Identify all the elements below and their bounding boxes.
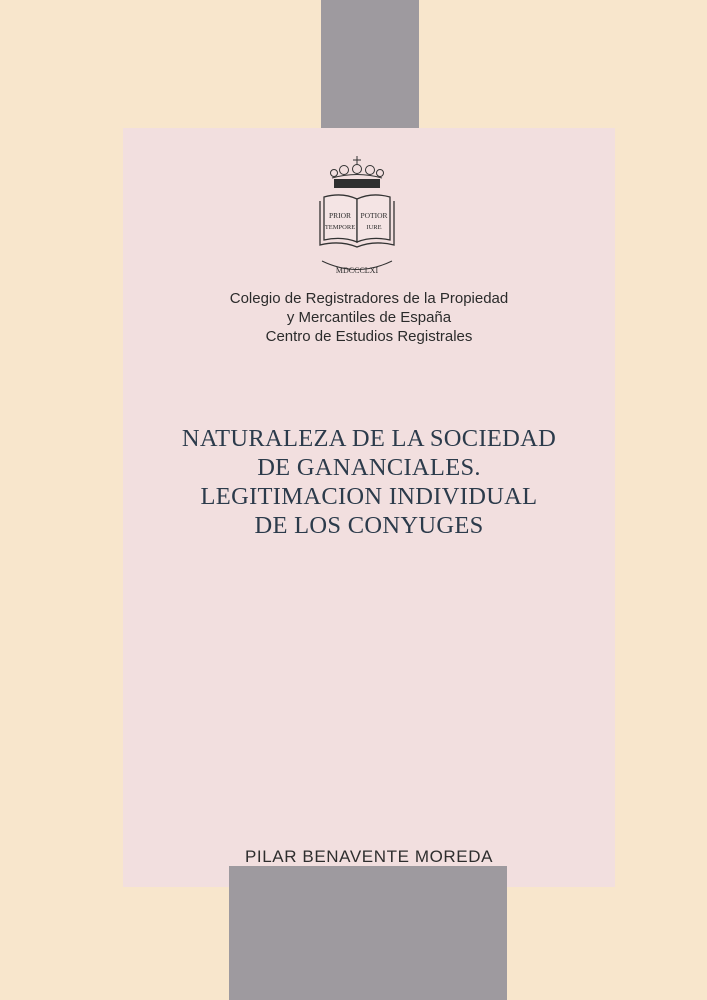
- book-left-top-text: PRIOR: [328, 211, 352, 220]
- book-right-bottom-text: IURE: [366, 224, 382, 231]
- book-right-top-text: POTIOR: [360, 211, 388, 220]
- top-decorative-band: [321, 0, 419, 148]
- registrars-emblem-icon: [312, 154, 402, 279]
- book-title: [123, 424, 615, 540]
- bottom-decorative-band: [229, 866, 507, 1000]
- institution-block: [123, 289, 615, 346]
- title-line: NATURALEZA DE LA SOCIEDAD: [181, 425, 557, 452]
- title-line: DE GANANCIALES.: [257, 454, 481, 481]
- title-line: LEGITIMACION INDIVIDUAL: [200, 483, 538, 510]
- institution-line: Centro de Estudios Registrales: [265, 328, 473, 345]
- institution-line: Colegio de Registradores de la Propiedad: [229, 290, 509, 307]
- institution-line: y Mercantiles de España: [286, 309, 452, 326]
- book-left-bottom-text: TEMPORE: [324, 224, 356, 231]
- author-name: PILAR BENAVENTE MOREDA: [244, 847, 494, 866]
- emblem-year: MDCCCLXI: [335, 266, 379, 275]
- title-line: DE LOS CONYUGES: [254, 512, 484, 539]
